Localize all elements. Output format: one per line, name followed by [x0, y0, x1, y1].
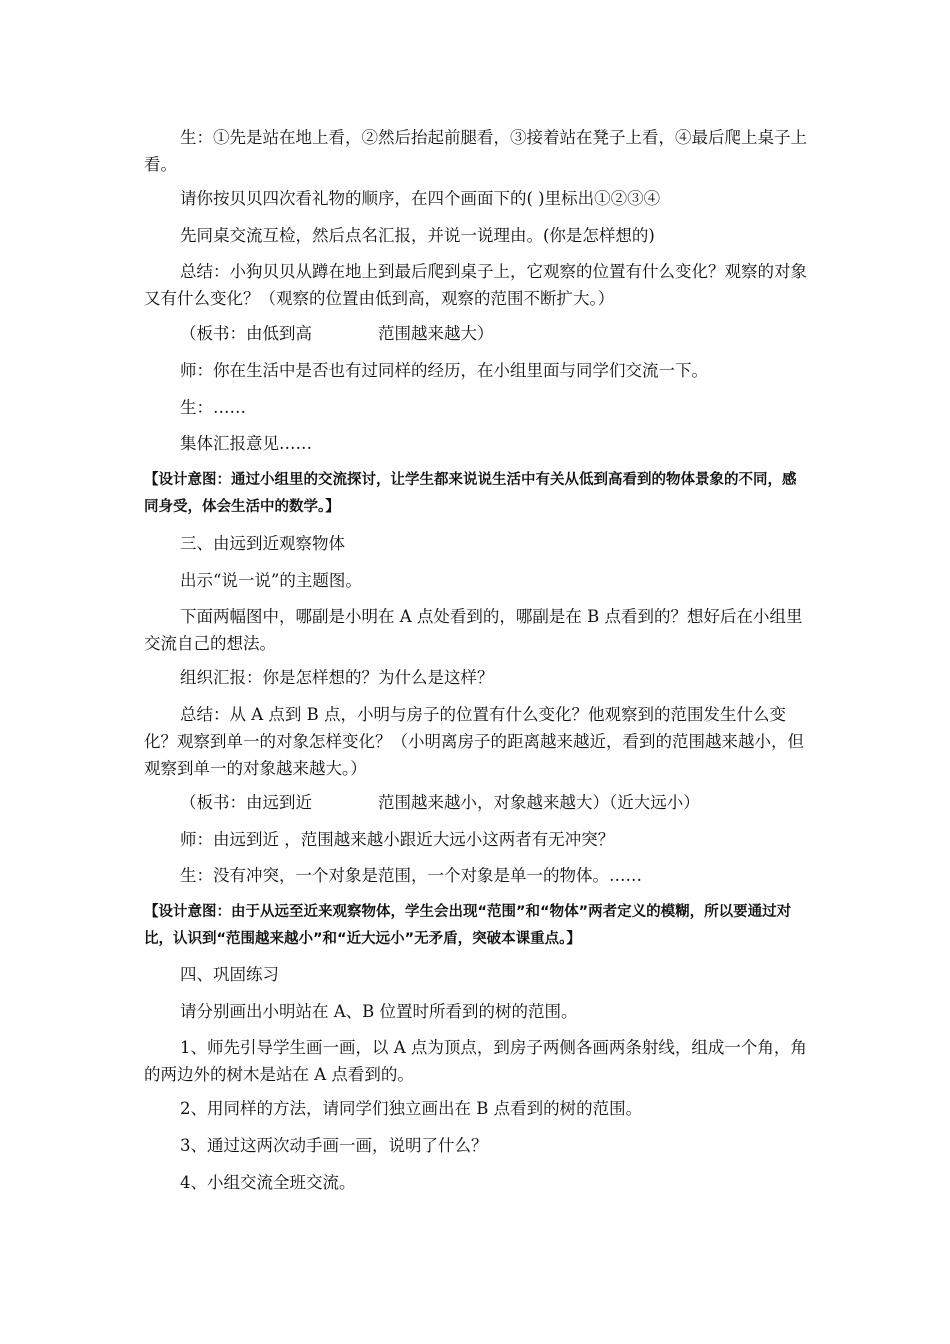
paragraph-exercise-prompt: 请分别画出小明站在 A、B 位置时所看到的树的范围。 [180, 1002, 578, 1021]
paragraph-summary-1: 总结：小狗贝贝从蹲在地上到最后爬到桌子上，它观察的位置有什么变化？观察的对象又有什么变化？（观察的位置由低到高，观察的范围不断扩大。） [144, 262, 807, 308]
paragraph-summary-2: 总结：从 A 点到 B 点，小明与房子的位置有什么变化？他观察到的范围发生什么变化？观察到单一的对象怎样变化？（小明离房子的距离越来越近，看到的范围越来越小，但观察到单一的对象越来越大。） [144, 705, 804, 778]
paragraph-organize-report: 组织汇报：你是怎样想的？为什么是这样？ [180, 668, 494, 687]
exercise-step-4: 4、小组交流全班交流。 [180, 1173, 356, 1192]
paragraph-student-answer: 生：①先是站在地上看，②然后抬起前腿看，③接着站在凳子上看，④最后爬上桌子上看。 [144, 128, 807, 174]
paragraph-board-note-1: （板书：由低到高 范围越来越大） [180, 324, 494, 343]
exercise-step-1: 1、师先引导学生画一画，以 A 点为顶点，到房子两侧各画两条射线，组成一个角，角的两边外的树木是站在 A 点看到的。 [144, 1038, 807, 1084]
paragraph-teacher-prompt-2: 师：由远到近 ，范围越来越小跟近大远小这两者有无冲突？ [180, 830, 615, 849]
paragraph-board-note-2: （板书：由远到近 范围越来越小，对象越来越大）（近大远小） [180, 793, 700, 812]
design-intent-note-2: 【设计意图：由于从远至近来观察物体，学生会出现“范围”和“物体”两者定义的模糊，所以要通过对比，认识到“范围越来越小”和“近大远小”无矛盾，突破本课重点。】 [144, 904, 792, 947]
paragraph-teacher-prompt-1: 师：你在生活中是否也有过同样的经历，在小组里面与同学们交流一下。 [180, 361, 708, 380]
paragraph-group-report: 集体汇报意见…… [180, 434, 312, 453]
exercise-step-2: 2、用同样的方法，请同学们独立画出在 B 点看到的树的范围。 [180, 1099, 643, 1118]
paragraph-show-picture: 出示“说一说”的主题图。 [180, 571, 362, 590]
paragraph-student-reply-1: 生：…… [180, 398, 246, 417]
paragraph-question: 下面两幅图中，哪副是小明在 A 点处看到的，哪副是在 B 点看到的？想好后在小组里交流自己的想法。 [144, 607, 803, 653]
paragraph-student-reply-2: 生：没有冲突，一个对象是范围，一个对象是单一的物体。…… [180, 866, 642, 885]
paragraph-instruction: 请你按贝贝四次看礼物的顺序，在四个画面下的( )里标出①②③④ [180, 189, 661, 208]
section-heading-3: 三、由远到近观察物体 [180, 534, 345, 553]
design-intent-note-1: 【设计意图：通过小组里的交流探讨，让学生都来说说生活中有关从低到高看到的物体景象的不同，感同身受，体会生活中的数学。】 [144, 472, 797, 515]
exercise-step-3: 3、通过这两次动手画一画，说明了什么？ [180, 1136, 488, 1155]
paragraph-peer-check: 先同桌交流互检，然后点名汇报，并说一说理由。(你是怎样想的) [180, 226, 655, 245]
section-heading-4: 四、巩固练习 [180, 965, 279, 984]
